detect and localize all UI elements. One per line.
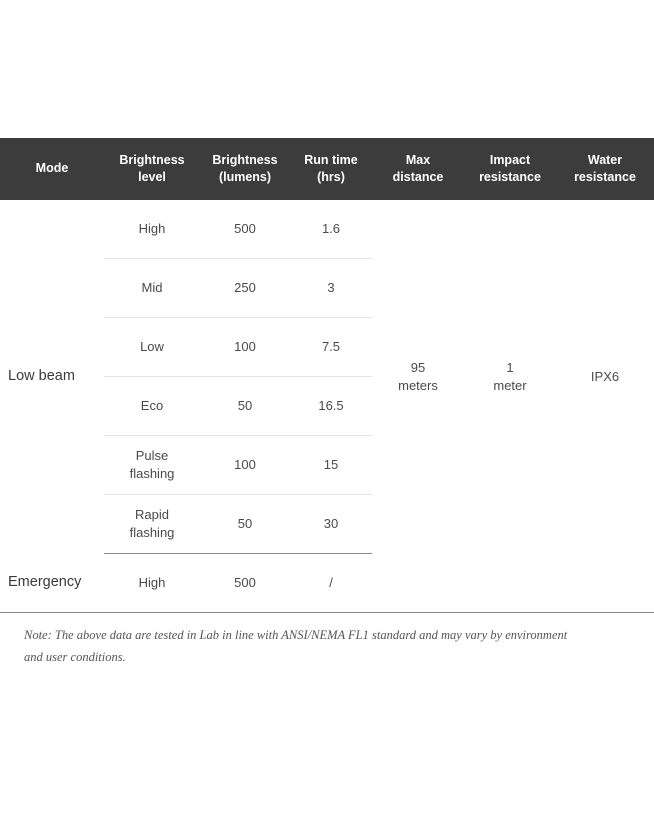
- table-header-row: [0, 138, 654, 200]
- cell-brightness-lumens: 50: [200, 376, 290, 435]
- cell-brightness-lumens: 500: [200, 200, 290, 259]
- column-header-impact-resistance-line1: Impact: [489, 153, 531, 167]
- cell-run-time: 30: [290, 494, 372, 553]
- cell-impact-resistance: [464, 200, 556, 554]
- column-header-impact-resistance-line2: resistance: [479, 169, 541, 184]
- column-header-impact-resistance: [464, 138, 556, 200]
- column-header-brightness-level: [104, 138, 200, 200]
- table-footnote: [24, 625, 632, 669]
- cell-mode-low-beam: Low beam: [0, 200, 104, 554]
- cell-impact-resistance-empty: [464, 553, 556, 612]
- cell-brightness-level: [104, 494, 200, 553]
- column-header-brightness-lumens-line1: Brightness: [212, 153, 278, 167]
- cell-brightness-lumens: 500: [200, 553, 290, 612]
- cell-brightness-level-line1: Pulse: [135, 448, 169, 464]
- cell-run-time: 3: [290, 258, 372, 317]
- cell-brightness-lumens: 100: [200, 317, 290, 376]
- cell-max-distance-line1: 95: [410, 359, 426, 375]
- column-header-max-distance-line1: Max: [405, 153, 431, 167]
- cell-run-time: 15: [290, 435, 372, 494]
- column-header-run-time-line2: (hrs): [317, 169, 345, 184]
- cell-run-time: 1.6: [290, 200, 372, 259]
- cell-brightness-level-line1: Low: [140, 338, 164, 354]
- column-header-brightness-lumens: [200, 138, 290, 200]
- column-header-mode: [0, 138, 104, 200]
- table-row: [0, 200, 654, 259]
- table-footnote-line2: and user conditions.: [24, 649, 126, 664]
- cell-brightness-lumens: 250: [200, 258, 290, 317]
- table-body: [0, 200, 654, 613]
- cell-max-distance: [372, 200, 464, 554]
- cell-brightness-lumens: 100: [200, 435, 290, 494]
- column-header-run-time-line1: Run time: [304, 153, 358, 167]
- table-header: [0, 138, 654, 200]
- cell-brightness-level: [104, 258, 200, 317]
- cell-run-time: 7.5: [290, 317, 372, 376]
- column-header-water-resistance-line2: resistance: [574, 169, 636, 184]
- column-header-brightness-level-line1: Brightness: [119, 153, 185, 167]
- cell-max-distance-empty: [372, 553, 464, 612]
- cell-water-resistance-empty: [556, 553, 654, 612]
- cell-brightness-level: [104, 435, 200, 494]
- specification-table: [0, 138, 654, 613]
- table-footnote-line1: Note: The above data are tested in Lab in line with ANSI/NEMA FL1 standard and may vary by environment: [24, 628, 568, 642]
- cell-brightness-level-line1: High: [138, 574, 166, 590]
- cell-brightness-level-line1: High: [138, 220, 166, 236]
- cell-brightness-level: [104, 200, 200, 259]
- column-header-brightness-level-line2: level: [138, 169, 166, 184]
- cell-max-distance-line2: meters: [398, 377, 438, 393]
- cell-brightness-level-line1: Mid: [141, 279, 163, 295]
- table-row: [0, 553, 654, 612]
- cell-run-time: /: [290, 553, 372, 612]
- cell-brightness-level: [104, 376, 200, 435]
- cell-impact-resistance-line2: meter: [493, 377, 527, 393]
- cell-brightness-lumens: 50: [200, 494, 290, 553]
- cell-mode-emergency: Emergency: [0, 553, 104, 612]
- cell-water-resistance: IPX6: [556, 200, 654, 554]
- column-header-water-resistance-line1: Water: [587, 153, 623, 167]
- column-header-mode-line1: Mode: [35, 161, 69, 176]
- column-header-brightness-lumens-line2: (lumens): [218, 169, 272, 184]
- cell-brightness-level-line2: flashing: [129, 465, 175, 481]
- cell-brightness-level-line2: flashing: [129, 524, 175, 540]
- spec-table-container: [0, 138, 654, 613]
- cell-run-time: 16.5: [290, 376, 372, 435]
- column-header-max-distance-line2: distance: [392, 169, 444, 184]
- column-header-run-time: [290, 138, 372, 200]
- column-header-water-resistance: [556, 138, 654, 200]
- column-header-max-distance: [372, 138, 464, 200]
- cell-impact-resistance-line1: 1: [506, 359, 514, 375]
- cell-brightness-level-line1: Rapid: [135, 507, 169, 523]
- cell-brightness-level: [104, 553, 200, 612]
- cell-brightness-level: [104, 317, 200, 376]
- cell-brightness-level-line1: Eco: [140, 397, 164, 413]
